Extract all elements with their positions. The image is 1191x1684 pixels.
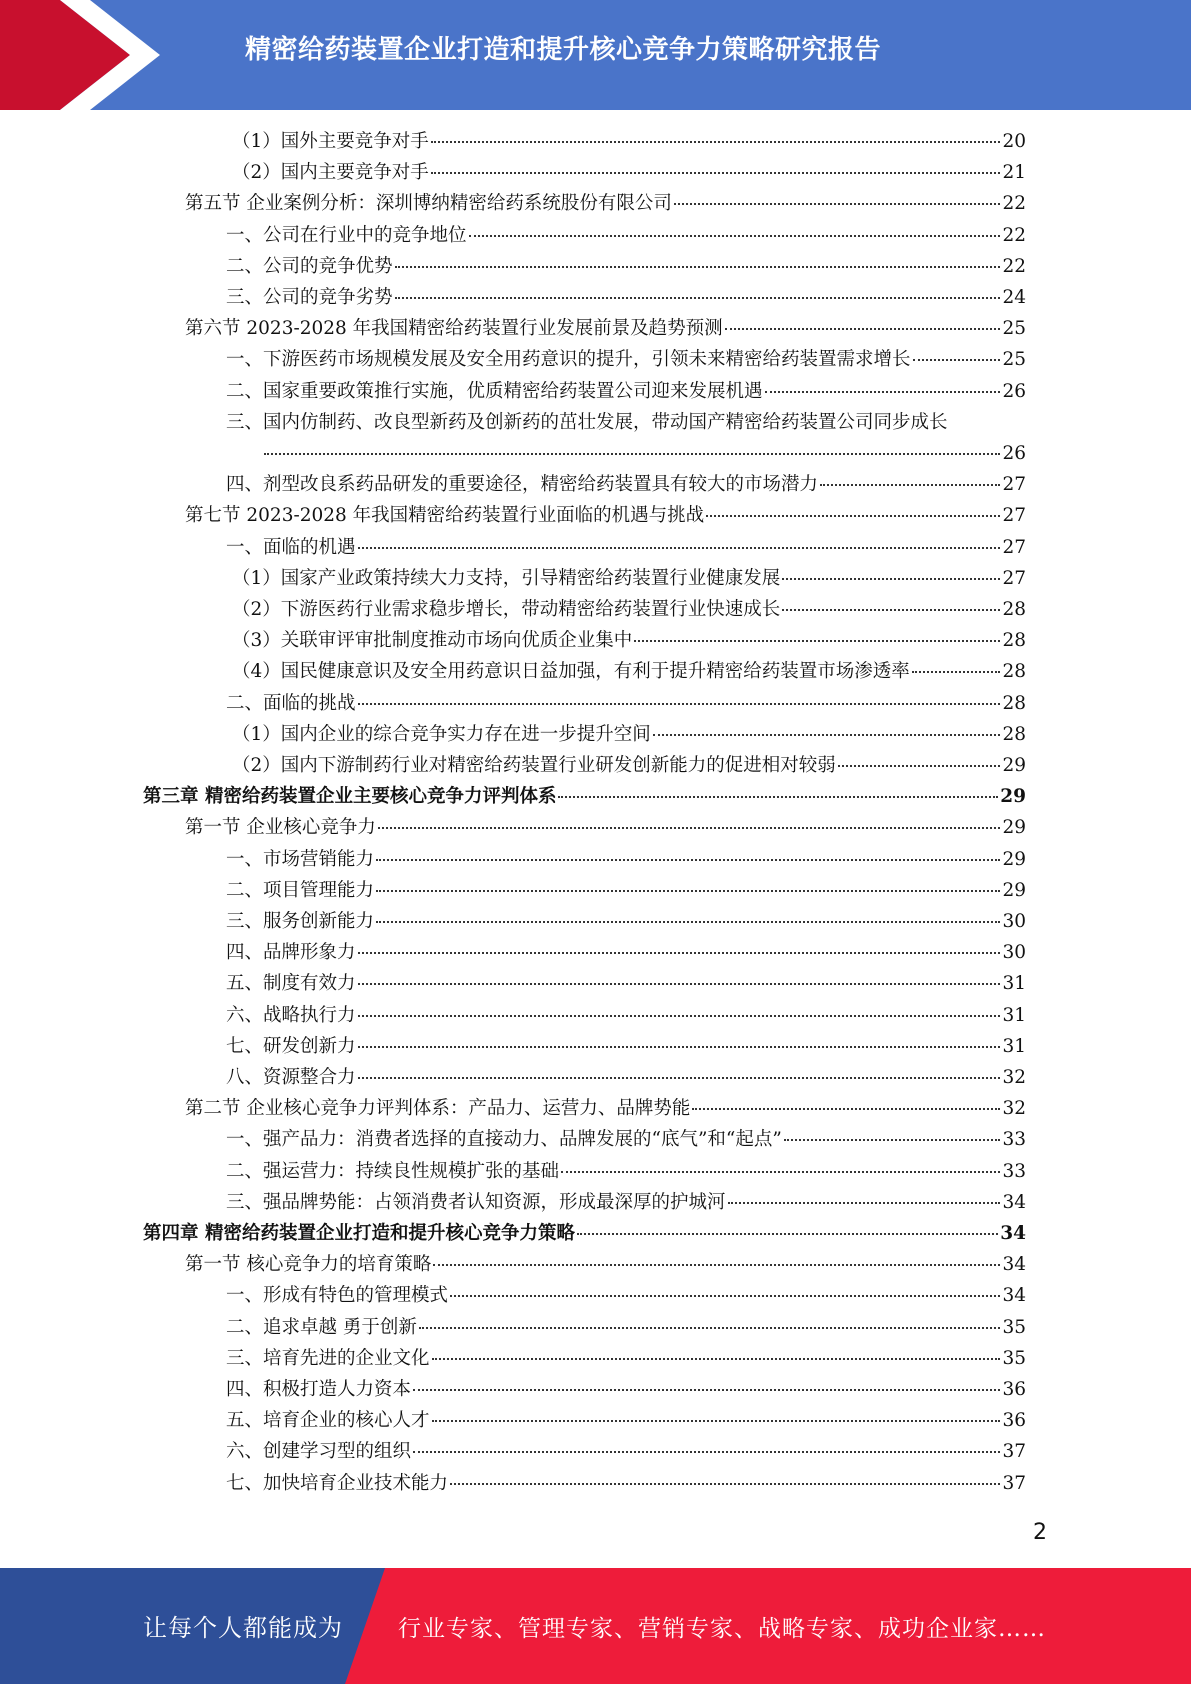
toc-entry-page: 26 (1002, 380, 1026, 402)
toc-leader-dots (432, 1420, 1001, 1422)
toc-entry-title: 第四章 精密给药装置企业打造和提升核心竞争力策略 (143, 1223, 575, 1244)
toc-entry[interactable] (185, 500, 1026, 531)
toc-entry[interactable] (232, 563, 1026, 594)
toc-entry[interactable] (226, 906, 1026, 937)
toc-entry[interactable] (232, 625, 1026, 656)
toc-entry-page: 28 (1002, 692, 1026, 714)
toc-leader-dots (376, 890, 1000, 892)
toc-entry-title: 一、面临的机遇 (226, 536, 356, 558)
toc-entry-title: 六、战略执行力 (226, 1004, 356, 1026)
toc-entry[interactable] (185, 1093, 1026, 1124)
toc-entry-title: 七、加快培育企业技术能力 (226, 1472, 449, 1494)
toc-leader-dots (431, 172, 1001, 174)
toc-entry-page: 30 (1002, 911, 1026, 932)
toc-entry[interactable] (226, 407, 1026, 438)
toc-leader-dots (358, 983, 1001, 985)
toc-entry-title: 第六节 2023-2028 年我国精密给药装置行业发展前景及趋势预测 (185, 318, 723, 340)
toc-entry[interactable] (226, 1280, 1026, 1311)
toc-leader-dots (358, 1046, 1001, 1048)
toc-entry-page: 25 (1002, 318, 1026, 340)
toc-leader-dots (450, 1295, 1000, 1297)
toc-entry[interactable] (226, 344, 1026, 375)
toc-entry-page: 21 (1002, 162, 1026, 184)
toc-entry-page: 24 (1002, 287, 1026, 308)
toc-leader-dots (728, 1202, 1001, 1204)
toc-entry[interactable] (143, 781, 1026, 812)
toc-entry[interactable] (226, 1343, 1026, 1374)
toc-entry[interactable] (185, 188, 1026, 219)
toc-leader-dots (913, 359, 1001, 361)
toc-entry[interactable] (226, 1156, 1026, 1187)
toc-entry-title: （2）国内主要竞争对手 (232, 162, 429, 184)
toc-leader-dots (782, 609, 1000, 611)
toc-entry[interactable] (232, 157, 1026, 188)
toc-entry[interactable] (232, 126, 1026, 157)
toc-leader-dots (395, 266, 1001, 268)
toc-leader-dots (413, 1451, 1000, 1453)
toc-entry-title: 二、国家重要政策推行实施，优质精密给药装置公司迎来发展机遇 (226, 380, 763, 402)
toc-entry[interactable] (185, 313, 1026, 344)
toc-entry-page: 25 (1002, 349, 1026, 371)
toc-entry-title: 二、面临的挑战 (226, 692, 356, 714)
footer-slogan-left: 让每个人都能成为 (143, 1614, 343, 1642)
toc-entry-page: 32 (1002, 1098, 1026, 1120)
toc-entry-page: 37 (1002, 1441, 1026, 1463)
toc-entry-title: 一、公司在行业中的竞争地位 (226, 224, 467, 246)
toc-entry-title: （2）国内下游制药行业对精密给药装置行业研发创新能力的促进相对较弱 (232, 755, 836, 776)
toc-entry[interactable] (226, 937, 1026, 968)
toc-entry[interactable] (226, 469, 1026, 500)
toc-entry-page: 29 (1002, 817, 1026, 839)
toc-entry-page: 22 (1002, 255, 1026, 277)
page-header (0, 0, 1191, 110)
toc-entry-page: 27 (1002, 505, 1026, 527)
toc-leader-dots (413, 1389, 1000, 1391)
toc-entry[interactable] (232, 750, 1026, 781)
toc-leader-dots (450, 1483, 1000, 1485)
toc-entry-title: 二、公司的竞争优势 (226, 255, 393, 277)
toc-leader-dots (561, 1171, 1000, 1173)
toc-entry[interactable] (226, 1031, 1026, 1062)
toc-entry[interactable] (226, 1405, 1026, 1436)
toc-leader-dots (838, 765, 1001, 767)
toc-entry-page: 34 (1002, 1191, 1026, 1213)
toc-entry[interactable] (226, 1468, 1026, 1499)
toc-entry-page: 27 (1002, 474, 1026, 496)
toc-entry-page: 22 (1002, 193, 1026, 215)
toc-entry[interactable] (232, 594, 1026, 625)
toc-entry[interactable] (226, 1000, 1026, 1031)
toc-entry-title: 一、形成有特色的管理模式 (226, 1285, 449, 1307)
toc-leader-dots (674, 203, 1001, 205)
toc-entry-page: 33 (1002, 1160, 1026, 1182)
toc-leader-dots (358, 1077, 1001, 1079)
toc-leader-dots (432, 1358, 1001, 1360)
toc-entry-page: 31 (1002, 973, 1026, 995)
toc-entry-title: 三、国内仿制药、改良型新药及创新药的茁壮发展，带动国产精密给药装置公司同步成长 (226, 411, 948, 433)
toc-leader-dots (376, 859, 1000, 861)
toc-entry-page: 34 (1002, 1285, 1026, 1307)
toc-entry-title: 五、培育企业的核心人才 (226, 1410, 430, 1432)
toc-entry-title: 二、追求卓越 勇于创新 (226, 1316, 417, 1338)
toc-entry-title: （1）国家产业政策持续大力支持，引导精密给药装置行业健康发展 (232, 567, 781, 589)
toc-entry-continuation[interactable] (262, 438, 1026, 469)
toc-leader-dots (358, 703, 1001, 705)
toc-entry-title: 四、品牌形象力 (226, 942, 356, 964)
toc-entry-title: 一、强产品力：消费者选择的直接动力、品牌发展的“底气”和“起点” (226, 1129, 782, 1151)
toc-entry-title: （1）国外主要竞争对手 (232, 131, 429, 152)
toc-entry-title: 五、制度有效力 (226, 973, 356, 995)
footer-slogan-right: 行业专家、管理专家、营销专家、战略专家、成功企业家…… (398, 1616, 1046, 1642)
toc-entry-page: 28 (1002, 599, 1026, 620)
toc-leader-dots (765, 391, 1001, 393)
toc-entry[interactable] (143, 1218, 1026, 1249)
toc-entry-title: （4）国民健康意识及安全用药意识日益加强，有利于提升精密给药装置市场渗透率 (232, 661, 910, 683)
toc-entry-title: 第五节 企业案例分析：深圳博纳精密给药系统股份有限公司 (185, 193, 672, 215)
toc-leader-dots (376, 921, 1000, 923)
toc-entry-title: 第三章 精密给药装置企业主要核心竞争力评判体系 (143, 786, 557, 808)
toc-entry-title: 三、公司的竞争劣势 (226, 287, 393, 308)
toc-entry-page: 33 (1002, 1129, 1026, 1151)
toc-entry[interactable] (226, 844, 1026, 875)
toc-entry-page: 36 (1002, 1379, 1026, 1400)
toc-entry-page: 37 (1002, 1472, 1026, 1494)
toc-entry-title: 第一节 核心竞争力的培育策略 (185, 1254, 432, 1276)
toc-entry-title: 一、下游医药市场规模发展及安全用药意识的提升，引领未来精密给药装置需求增长 (226, 349, 911, 371)
toc-leader-dots (706, 515, 1000, 517)
toc-leader-dots (469, 235, 1001, 237)
toc-leader-dots (653, 734, 1001, 736)
report-title: 精密给药装置企业打造和提升核心竞争力策略研究报告 (245, 35, 882, 65)
toc-entry[interactable] (226, 968, 1026, 999)
toc-entry-page: 27 (1002, 536, 1026, 558)
toc-leader-dots (558, 796, 998, 798)
toc-leader-dots (358, 547, 1001, 549)
toc-entry-page: 36 (1002, 1410, 1026, 1432)
toc-leader-dots (634, 640, 1000, 642)
toc-entry-title: 二、强运营力：持续良性规模扩张的基础 (226, 1160, 560, 1182)
toc-entry-title: 第七节 2023-2028 年我国精密给药装置行业面临的机遇与挑战 (185, 505, 705, 527)
toc-entry[interactable] (226, 688, 1026, 719)
toc-leader-dots (725, 328, 1001, 330)
toc-entry-title: 三、培育先进的企业文化 (226, 1347, 430, 1369)
toc-entry[interactable] (185, 812, 1026, 843)
page-number: 2 (1033, 1520, 1047, 1545)
toc-leader-dots (395, 297, 1001, 299)
toc-entry[interactable] (226, 1436, 1026, 1467)
toc-entry[interactable] (226, 1312, 1026, 1343)
toc-entry[interactable] (226, 875, 1026, 906)
toc-entry-title: 八、资源整合力 (226, 1067, 356, 1088)
toc-leader-dots (433, 1264, 1000, 1266)
toc-entry-title: 第二节 企业核心竞争力评判体系：产品力、运营力、品牌势能 (185, 1098, 691, 1120)
toc-leader-dots (692, 1108, 1000, 1110)
toc-entry-page: 32 (1002, 1067, 1026, 1088)
toc-entry-title: 三、强品牌势能：占领消费者认知资源，形成最深厚的护城河 (226, 1191, 726, 1213)
toc-entry-page: 31 (1002, 1004, 1026, 1026)
toc-entry-page: 27 (1002, 567, 1026, 589)
toc-leader-dots (419, 1327, 1001, 1329)
toc-leader-dots (264, 453, 1000, 455)
page-footer (0, 1568, 1191, 1684)
toc-leader-dots (431, 141, 1001, 143)
toc-leader-dots (782, 578, 1000, 580)
toc-entry-page: 26 (1002, 443, 1026, 464)
toc-leader-dots (358, 952, 1001, 954)
toc-entry-page: 22 (1002, 224, 1026, 246)
toc-entry[interactable] (226, 376, 1026, 407)
toc-entry-page: 34 (1000, 1223, 1026, 1244)
toc-entry-title: 第一节 企业核心竞争力 (185, 817, 376, 839)
toc-entry-page: 28 (1002, 723, 1026, 745)
toc-entry[interactable] (232, 719, 1026, 750)
toc-entry-page: 35 (1002, 1347, 1026, 1369)
toc-entry-title: （1）国内企业的综合竞争实力存在进一步提升空间 (232, 723, 651, 745)
toc-leader-dots (912, 671, 1001, 673)
toc-entry-title: 六、创建学习型的组织 (226, 1441, 412, 1463)
toc-entry[interactable] (232, 656, 1026, 687)
toc-entry[interactable] (226, 1187, 1026, 1218)
toc-entry-page: 28 (1002, 661, 1026, 683)
toc-entry-title: 四、积极打造人力资本 (226, 1379, 412, 1400)
toc-entry-page: 29 (1002, 755, 1026, 776)
toc-entry-page: 34 (1002, 1254, 1026, 1276)
toc-entry-title: 一、市场营销能力 (226, 848, 375, 870)
toc-entry-page: 29 (1002, 879, 1026, 901)
toc-leader-dots (378, 827, 1001, 829)
toc-entry-title: （3）关联审评审批制度推动市场向优质企业集中 (232, 630, 633, 652)
toc-leader-dots (358, 1015, 1001, 1017)
toc-entry[interactable] (226, 1124, 1026, 1155)
toc-entry[interactable] (226, 532, 1026, 563)
toc-leader-dots (577, 1233, 998, 1235)
toc-entry-title: 三、服务创新能力 (226, 911, 375, 932)
toc-entry-page: 29 (1002, 848, 1026, 870)
toc-entry-page: 35 (1002, 1316, 1026, 1338)
toc-entry-title: 四、剂型改良系药品研发的重要途径，精密给药装置具有较大的市场潜力 (226, 474, 819, 496)
toc-entry-page: 31 (1002, 1035, 1026, 1057)
toc-entry-title: 七、研发创新力 (226, 1035, 356, 1057)
toc-entry[interactable] (226, 251, 1026, 282)
toc-entry[interactable] (226, 1062, 1026, 1093)
toc-entry-page: 28 (1002, 630, 1026, 652)
toc-entry[interactable] (185, 1249, 1026, 1280)
toc-leader-dots (784, 1139, 1001, 1141)
toc-entry-page: 20 (1002, 131, 1026, 152)
toc-entry[interactable] (226, 220, 1026, 251)
toc-entry[interactable] (226, 1374, 1026, 1405)
toc-entry[interactable] (226, 282, 1026, 313)
toc-entry-page: 30 (1002, 942, 1026, 964)
toc-entry-page: 29 (1000, 786, 1026, 808)
toc-entry-title: （2）下游医药行业需求稳步增长，带动精密给药装置行业快速成长 (232, 599, 781, 620)
toc-leader-dots (820, 484, 1000, 486)
toc-entry-title: 二、项目管理能力 (226, 879, 375, 901)
